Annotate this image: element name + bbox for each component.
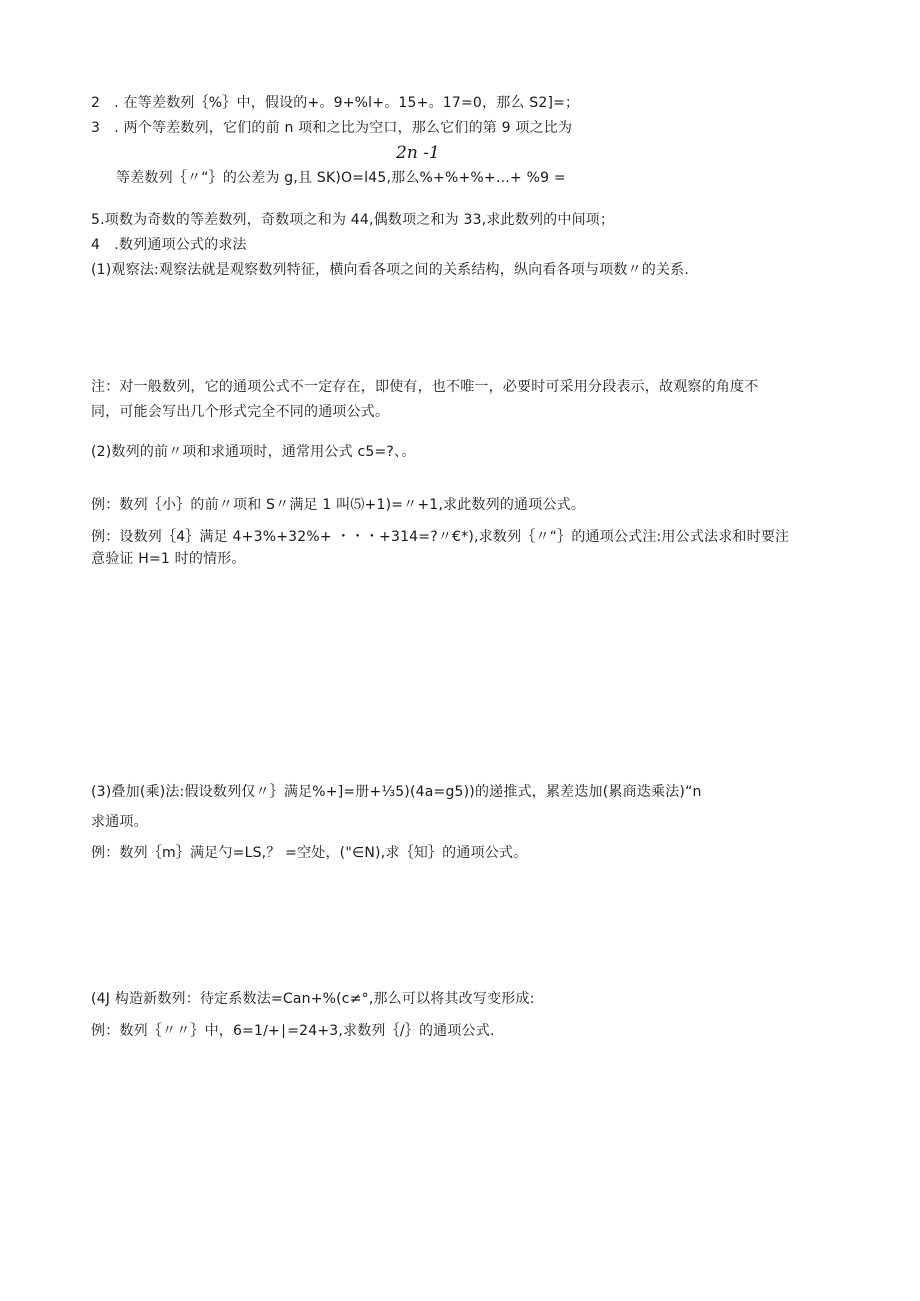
method-2-partial-sum: (2)数列的前〃项和求通项时，通常用公式 ⅽ5=?、。: [91, 444, 416, 460]
method-3-line-1: (3)叠加(乘)法:假设数列仅〃｝满足%+]=册+⅓5)(4a=g5))的递推式，累差迭加(累商迭乘法)“n: [91, 784, 702, 800]
example-2-line-2: 意验证 H=1 时的情形。: [91, 551, 246, 567]
section-4-heading: 4 .数列通项公式的求法: [91, 237, 247, 253]
problem-2: 2 . 在等差数列｛%｝中，假设的+。9+%l+。15+。17=0，那么 S2]=；: [91, 95, 580, 111]
note-line-2: 同，可能会写出几个形式完全不同的通项公式。: [91, 404, 390, 420]
fraction-formula: 2n -1: [396, 143, 440, 163]
example-3: 例：数列｛m｝满足勺=LS,？ =空处，("∈N),求｛知｝的通项公式。: [91, 845, 528, 861]
example-4: 例：数列｛〃〃｝中，6=1∕+∣=24+3,求数列｛/｝的通项公式.: [91, 1023, 495, 1039]
problem-3: 3 . 两个等差数列，它们的前 n 项和之比为空口，那么它们的第 9 项之比为: [91, 120, 573, 136]
method-3-line-2: 求通项。: [91, 814, 148, 830]
note-line-1: 注：对一般数列，它的通项公式不一定存在，即使有，也不唯一，必要时可采用分段表示，故观察的角度不: [91, 379, 759, 395]
example-2-line-1: 例：设数列｛4｝满足 4+3%+32%+ ・・・+314=?〃€*),求数列｛〃“｝的通项公式注:用公式法求和时要注: [91, 529, 790, 545]
method-4: (4J 构造新数列：待定系数法=Can+%(c≠°,那么可以将其改写变形成:: [91, 991, 535, 1007]
problem-5: 5.项数为奇数的等差数列，奇数项之和为 44,偶数项之和为 33,求此数列的中间项；: [91, 212, 615, 228]
method-1-observation: (1)观察法:观察法就是观察数列特征，横向看各项之间的关系结构，纵向看各项与项数〃的关系.: [91, 262, 689, 278]
problem-4: 等差数列｛〃“｝的公差为 g,且 SK)O=l45,那么%+%+%+…+ %9 =: [116, 170, 566, 186]
example-1: 例：数列｛小｝的前〃项和 S〃满足 1 叫⑸+1)=〃+1,求此数列的通项公式。: [91, 497, 586, 513]
